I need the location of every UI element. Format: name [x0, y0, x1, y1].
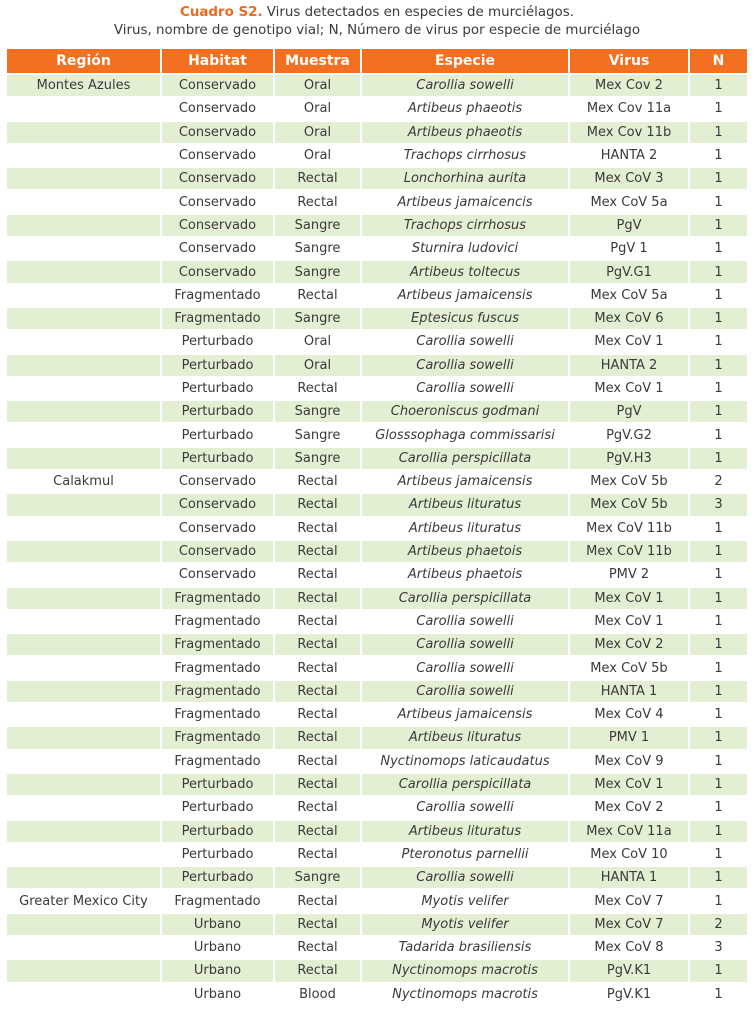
cell-habitat: Fragmentado — [162, 611, 273, 632]
cell-region — [7, 704, 160, 725]
cell-especie: Myotis velifer — [362, 890, 568, 911]
cell-virus: HANTA 1 — [570, 867, 688, 888]
cell-virus: Mex CoV 1 — [570, 588, 688, 609]
cell-n: 1 — [690, 285, 747, 306]
table-row — [7, 611, 747, 632]
cell-especie: Carollia sowelli — [362, 355, 568, 376]
cell-muestra: Rectal — [275, 634, 360, 655]
cell-virus: HANTA 2 — [570, 355, 688, 376]
cell-n: 1 — [690, 821, 747, 842]
cell-especie: Artibeus phaeotis — [362, 98, 568, 119]
cell-muestra: Oral — [275, 75, 360, 96]
table-row — [7, 238, 747, 259]
cell-habitat: Perturbado — [162, 331, 273, 352]
table-row — [7, 471, 747, 492]
table-row — [7, 751, 747, 772]
cell-especie: Eptesicus fuscus — [362, 308, 568, 329]
caption-label: Cuadro S2. — [180, 5, 263, 20]
cell-especie: Trachops cirrhosus — [362, 145, 568, 166]
cell-region — [7, 657, 160, 678]
cell-especie: Artibeus toltecus — [362, 261, 568, 282]
cell-region — [7, 494, 160, 515]
cell-especie: Pteronotus parnellii — [362, 844, 568, 865]
cell-muestra: Rectal — [275, 797, 360, 818]
cell-habitat: Conservado — [162, 494, 273, 515]
header-muestra: Muestra — [275, 49, 360, 73]
cell-habitat: Conservado — [162, 145, 273, 166]
cell-especie: Carollia perspicillata — [362, 774, 568, 795]
cell-region — [7, 774, 160, 795]
cell-n: 1 — [690, 774, 747, 795]
cell-virus: Mex CoV 1 — [570, 774, 688, 795]
cell-virus: Mex CoV 11a — [570, 821, 688, 842]
cell-region — [7, 797, 160, 818]
cell-muestra: Rectal — [275, 727, 360, 748]
cell-especie: Artibeus jamaicensis — [362, 285, 568, 306]
cell-region — [7, 401, 160, 422]
table-row — [7, 98, 747, 119]
cell-n: 1 — [690, 541, 747, 562]
cell-n: 1 — [690, 331, 747, 352]
cell-muestra: Sangre — [275, 867, 360, 888]
cell-muestra: Sangre — [275, 401, 360, 422]
header-virus: Virus — [570, 49, 688, 73]
table-row — [7, 331, 747, 352]
table-row — [7, 821, 747, 842]
cell-region: Greater Mexico City — [7, 890, 160, 911]
cell-region — [7, 191, 160, 212]
cell-region — [7, 751, 160, 772]
table-row — [7, 727, 747, 748]
table-row — [7, 355, 747, 376]
cell-virus: Mex CoV 7 — [570, 914, 688, 935]
cell-n: 1 — [690, 797, 747, 818]
cell-especie: Carollia sowelli — [362, 657, 568, 678]
cell-habitat: Perturbado — [162, 774, 273, 795]
table-row — [7, 191, 747, 212]
cell-region — [7, 867, 160, 888]
cell-n: 1 — [690, 867, 747, 888]
cell-muestra: Sangre — [275, 215, 360, 236]
cell-virus: PMV 2 — [570, 564, 688, 585]
cell-region — [7, 844, 160, 865]
cell-especie: Artibeus phaetois — [362, 564, 568, 585]
table-row — [7, 681, 747, 702]
cell-muestra: Rectal — [275, 378, 360, 399]
cell-especie: Trachops cirrhosus — [362, 215, 568, 236]
cell-especie: Myotis velifer — [362, 914, 568, 935]
table-row — [7, 145, 747, 166]
cell-n: 1 — [690, 727, 747, 748]
cell-habitat: Perturbado — [162, 448, 273, 469]
table-row — [7, 261, 747, 282]
cell-especie: Carollia sowelli — [362, 75, 568, 96]
cell-habitat: Urbano — [162, 937, 273, 958]
cell-especie: Carollia sowelli — [362, 634, 568, 655]
cell-muestra: Sangre — [275, 261, 360, 282]
cell-especie: Lonchorhina aurita — [362, 168, 568, 189]
cell-virus: PgV.G1 — [570, 261, 688, 282]
cell-muestra: Oral — [275, 122, 360, 143]
cell-especie: Carollia sowelli — [362, 867, 568, 888]
cell-virus: PMV 1 — [570, 727, 688, 748]
table-header-row — [7, 49, 747, 73]
cell-region — [7, 168, 160, 189]
cell-especie: Sturnira ludovici — [362, 238, 568, 259]
cell-muestra: Rectal — [275, 541, 360, 562]
cell-habitat: Fragmentado — [162, 704, 273, 725]
cell-habitat: Conservado — [162, 98, 273, 119]
cell-n: 1 — [690, 261, 747, 282]
cell-habitat: Conservado — [162, 75, 273, 96]
cell-n: 1 — [690, 122, 747, 143]
table-row — [7, 984, 747, 1005]
cell-virus: PgV 1 — [570, 238, 688, 259]
cell-muestra: Rectal — [275, 914, 360, 935]
cell-habitat: Fragmentado — [162, 285, 273, 306]
cell-habitat: Conservado — [162, 122, 273, 143]
cell-virus: Mex CoV 5a — [570, 285, 688, 306]
table-row — [7, 168, 747, 189]
table-row — [7, 494, 747, 515]
table-row — [7, 75, 747, 96]
header-n: N — [690, 49, 747, 73]
cell-habitat: Conservado — [162, 191, 273, 212]
cell-region — [7, 285, 160, 306]
cell-habitat: Fragmentado — [162, 681, 273, 702]
cell-especie: Artibeus lituratus — [362, 518, 568, 539]
cell-virus: Mex Cov 11a — [570, 98, 688, 119]
cell-virus: Mex CoV 6 — [570, 308, 688, 329]
cell-habitat: Fragmentado — [162, 727, 273, 748]
cell-region: Montes Azules — [7, 75, 160, 96]
cell-n: 1 — [690, 355, 747, 376]
cell-especie: Carollia perspicillata — [362, 588, 568, 609]
cell-especie: Carollia perspicillata — [362, 448, 568, 469]
cell-especie: Nyctinomops macrotis — [362, 960, 568, 981]
cell-region — [7, 98, 160, 119]
table-row — [7, 564, 747, 585]
cell-habitat: Urbano — [162, 960, 273, 981]
table-row — [7, 424, 747, 445]
table-row — [7, 774, 747, 795]
cell-habitat: Perturbado — [162, 844, 273, 865]
cell-muestra: Rectal — [275, 960, 360, 981]
cell-muestra: Rectal — [275, 890, 360, 911]
cell-especie: Artibeus lituratus — [362, 494, 568, 515]
cell-habitat: Perturbado — [162, 797, 273, 818]
cell-region — [7, 564, 160, 585]
cell-region — [7, 355, 160, 376]
cell-n: 1 — [690, 681, 747, 702]
cell-n: 1 — [690, 634, 747, 655]
table-row — [7, 797, 747, 818]
cell-region: Calakmul — [7, 471, 160, 492]
table-body — [7, 75, 747, 1005]
cell-especie: Carollia sowelli — [362, 378, 568, 399]
cell-habitat: Perturbado — [162, 355, 273, 376]
cell-muestra: Rectal — [275, 611, 360, 632]
cell-n: 1 — [690, 704, 747, 725]
cell-muestra: Rectal — [275, 657, 360, 678]
caption-line-1 — [0, 4, 754, 22]
cell-n: 1 — [690, 145, 747, 166]
cell-n: 3 — [690, 937, 747, 958]
cell-habitat: Conservado — [162, 564, 273, 585]
cell-n: 1 — [690, 518, 747, 539]
cell-virus: HANTA 1 — [570, 681, 688, 702]
header-especie: Especie — [362, 49, 568, 73]
cell-muestra: Rectal — [275, 774, 360, 795]
cell-virus: Mex CoV 8 — [570, 937, 688, 958]
cell-region — [7, 424, 160, 445]
cell-habitat: Conservado — [162, 471, 273, 492]
cell-n: 2 — [690, 914, 747, 935]
table-row — [7, 518, 747, 539]
cell-virus: PgV — [570, 215, 688, 236]
cell-muestra: Rectal — [275, 821, 360, 842]
cell-especie: Artibeus phaeotis — [362, 122, 568, 143]
cell-especie: Nyctinomops laticaudatus — [362, 751, 568, 772]
cell-muestra: Rectal — [275, 588, 360, 609]
caption-title: Virus detectados en especies de murciélagos. — [262, 5, 574, 20]
table-row — [7, 634, 747, 655]
cell-region — [7, 238, 160, 259]
cell-muestra: Rectal — [275, 681, 360, 702]
cell-virus: Mex CoV 4 — [570, 704, 688, 725]
cell-virus: PgV.K1 — [570, 960, 688, 981]
cell-muestra: Rectal — [275, 471, 360, 492]
cell-virus: PgV — [570, 401, 688, 422]
cell-region — [7, 145, 160, 166]
cell-muestra: Rectal — [275, 494, 360, 515]
cell-virus: Mex CoV 2 — [570, 797, 688, 818]
cell-region — [7, 914, 160, 935]
cell-habitat: Perturbado — [162, 401, 273, 422]
cell-n: 1 — [690, 844, 747, 865]
cell-virus: Mex CoV 11b — [570, 541, 688, 562]
cell-especie: Glosssophaga commissarisi — [362, 424, 568, 445]
cell-especie: Artibeus jamaicensis — [362, 704, 568, 725]
cell-muestra: Sangre — [275, 424, 360, 445]
caption-line-2: Virus, nombre de genotipo vial; N, Número de virus por especie de murciélago — [113, 23, 641, 38]
cell-virus: HANTA 2 — [570, 145, 688, 166]
cell-muestra: Rectal — [275, 844, 360, 865]
cell-habitat: Fragmentado — [162, 657, 273, 678]
cell-n: 1 — [690, 751, 747, 772]
table-row — [7, 657, 747, 678]
table-row — [7, 890, 747, 911]
cell-virus: Mex CoV 3 — [570, 168, 688, 189]
cell-virus: PgV.G2 — [570, 424, 688, 445]
cell-region — [7, 984, 160, 1005]
cell-region — [7, 960, 160, 981]
virus-table — [5, 47, 749, 1007]
table-row — [7, 867, 747, 888]
cell-region — [7, 727, 160, 748]
cell-muestra: Oral — [275, 145, 360, 166]
cell-virus: Mex CoV 1 — [570, 331, 688, 352]
cell-region — [7, 448, 160, 469]
cell-especie: Carollia sowelli — [362, 681, 568, 702]
cell-virus: Mex CoV 5a — [570, 191, 688, 212]
cell-n: 1 — [690, 401, 747, 422]
cell-especie: Artibeus lituratus — [362, 821, 568, 842]
table-row — [7, 378, 747, 399]
cell-virus: Mex CoV 2 — [570, 634, 688, 655]
cell-region — [7, 518, 160, 539]
cell-n: 1 — [690, 984, 747, 1005]
table-row — [7, 448, 747, 469]
cell-region — [7, 541, 160, 562]
table-row — [7, 937, 747, 958]
cell-muestra: Rectal — [275, 704, 360, 725]
cell-region — [7, 681, 160, 702]
cell-virus: Mex Cov 2 — [570, 75, 688, 96]
table-row — [7, 541, 747, 562]
cell-virus: Mex Cov 11b — [570, 122, 688, 143]
table-row — [7, 215, 747, 236]
cell-habitat: Perturbado — [162, 867, 273, 888]
cell-habitat: Perturbado — [162, 821, 273, 842]
cell-region — [7, 308, 160, 329]
cell-especie: Artibeus jamaicensis — [362, 471, 568, 492]
cell-virus: Mex CoV 5b — [570, 471, 688, 492]
table-caption — [0, 0, 754, 40]
cell-region — [7, 611, 160, 632]
cell-n: 1 — [690, 611, 747, 632]
cell-muestra: Sangre — [275, 238, 360, 259]
cell-virus: Mex CoV 7 — [570, 890, 688, 911]
cell-n: 1 — [690, 448, 747, 469]
table-row — [7, 588, 747, 609]
cell-muestra: Rectal — [275, 168, 360, 189]
cell-region — [7, 821, 160, 842]
cell-region — [7, 215, 160, 236]
table-row — [7, 308, 747, 329]
cell-region — [7, 634, 160, 655]
table-row — [7, 285, 747, 306]
cell-habitat: Urbano — [162, 914, 273, 935]
cell-habitat: Conservado — [162, 261, 273, 282]
cell-virus: PgV.H3 — [570, 448, 688, 469]
cell-n: 1 — [690, 98, 747, 119]
cell-habitat: Conservado — [162, 238, 273, 259]
cell-habitat: Conservado — [162, 168, 273, 189]
cell-virus: Mex CoV 11b — [570, 518, 688, 539]
cell-habitat: Fragmentado — [162, 890, 273, 911]
cell-habitat: Fragmentado — [162, 308, 273, 329]
cell-habitat: Fragmentado — [162, 751, 273, 772]
cell-muestra: Oral — [275, 355, 360, 376]
cell-muestra: Oral — [275, 331, 360, 352]
cell-muestra: Blood — [275, 984, 360, 1005]
cell-n: 1 — [690, 168, 747, 189]
cell-especie: Choeroniscus godmani — [362, 401, 568, 422]
cell-muestra: Rectal — [275, 937, 360, 958]
cell-virus: Mex CoV 5b — [570, 657, 688, 678]
cell-n: 1 — [690, 75, 747, 96]
cell-region — [7, 122, 160, 143]
table-row — [7, 122, 747, 143]
cell-n: 1 — [690, 960, 747, 981]
cell-n: 1 — [690, 308, 747, 329]
table-row — [7, 960, 747, 981]
cell-habitat: Conservado — [162, 518, 273, 539]
header-region: Región — [7, 49, 160, 73]
table-row — [7, 914, 747, 935]
cell-habitat: Fragmentado — [162, 588, 273, 609]
cell-habitat: Conservado — [162, 215, 273, 236]
cell-muestra: Rectal — [275, 751, 360, 772]
cell-muestra: Rectal — [275, 285, 360, 306]
cell-habitat: Fragmentado — [162, 634, 273, 655]
cell-n: 1 — [690, 657, 747, 678]
cell-n: 1 — [690, 564, 747, 585]
cell-virus: Mex CoV 9 — [570, 751, 688, 772]
table-row — [7, 844, 747, 865]
cell-muestra: Sangre — [275, 308, 360, 329]
cell-muestra: Oral — [275, 98, 360, 119]
cell-region — [7, 331, 160, 352]
cell-habitat: Perturbado — [162, 378, 273, 399]
cell-virus: Mex CoV 10 — [570, 844, 688, 865]
cell-virus: Mex CoV 1 — [570, 378, 688, 399]
cell-muestra: Sangre — [275, 448, 360, 469]
cell-muestra: Rectal — [275, 518, 360, 539]
cell-muestra: Rectal — [275, 564, 360, 585]
cell-region — [7, 937, 160, 958]
table-row — [7, 704, 747, 725]
header-habitat: Habitat — [162, 49, 273, 73]
cell-n: 1 — [690, 215, 747, 236]
cell-n: 1 — [690, 890, 747, 911]
cell-n: 2 — [690, 471, 747, 492]
cell-especie: Carollia sowelli — [362, 331, 568, 352]
table-row — [7, 401, 747, 422]
cell-especie: Nyctinomops macrotis — [362, 984, 568, 1005]
cell-n: 1 — [690, 424, 747, 445]
cell-habitat: Conservado — [162, 541, 273, 562]
cell-region — [7, 588, 160, 609]
cell-n: 3 — [690, 494, 747, 515]
cell-especie: Artibeus lituratus — [362, 727, 568, 748]
cell-n: 1 — [690, 378, 747, 399]
cell-especie: Carollia sowelli — [362, 611, 568, 632]
cell-virus: Mex CoV 1 — [570, 611, 688, 632]
cell-region — [7, 378, 160, 399]
cell-especie: Artibeus jamaicencis — [362, 191, 568, 212]
cell-especie: Carollia sowelli — [362, 797, 568, 818]
cell-n: 1 — [690, 191, 747, 212]
cell-especie: Tadarida brasiliensis — [362, 937, 568, 958]
cell-virus: PgV.K1 — [570, 984, 688, 1005]
cell-habitat: Urbano — [162, 984, 273, 1005]
cell-virus: Mex CoV 5b — [570, 494, 688, 515]
cell-especie: Artibeus phaetois — [362, 541, 568, 562]
cell-n: 1 — [690, 588, 747, 609]
cell-region — [7, 261, 160, 282]
cell-muestra: Rectal — [275, 191, 360, 212]
cell-n: 1 — [690, 238, 747, 259]
cell-habitat: Perturbado — [162, 424, 273, 445]
